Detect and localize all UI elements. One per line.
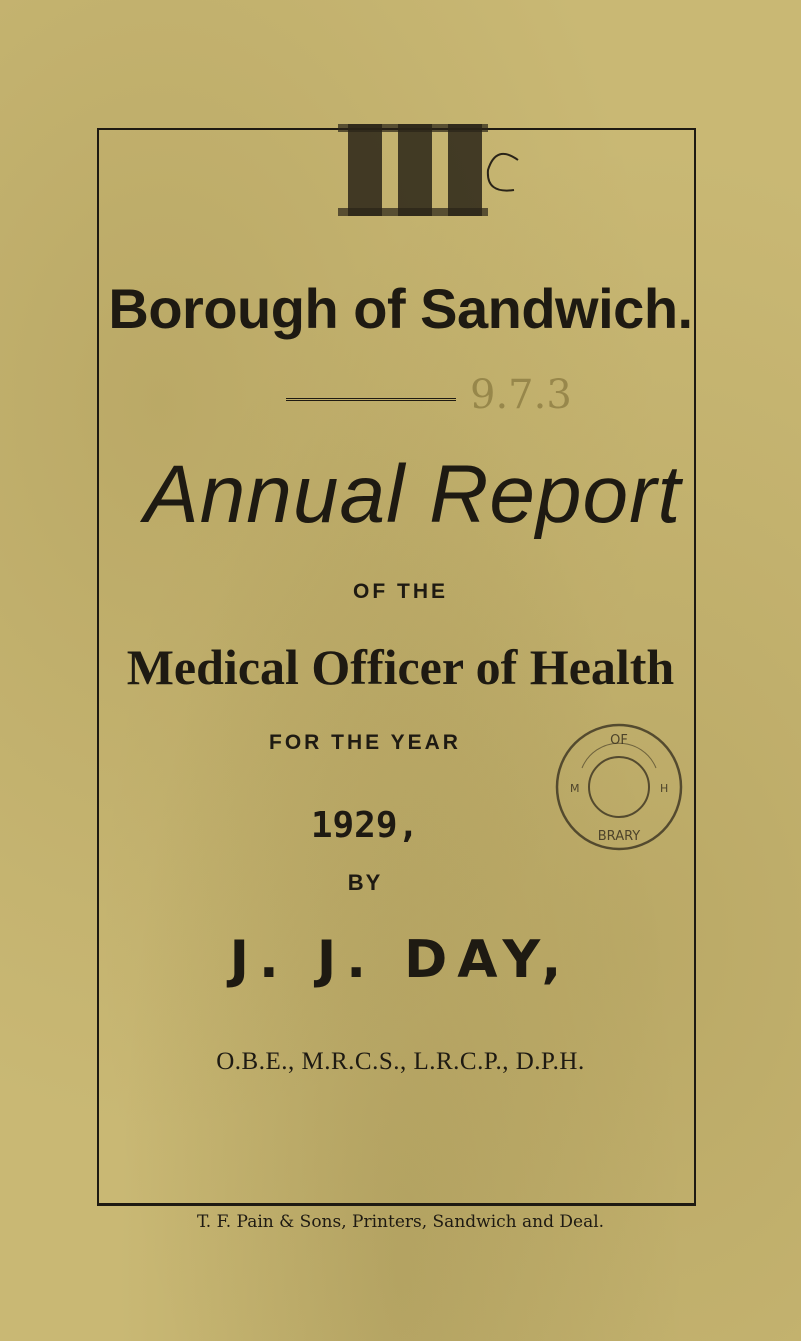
for-the-year-label: FOR THE YEAR	[269, 731, 461, 754]
svg-text:BRARY: BRARY	[597, 829, 641, 844]
annual-report-title: Annual Report	[144, 449, 682, 540]
svg-text:OF: OF	[610, 733, 628, 748]
author-name: J. J. DAY,	[229, 930, 572, 990]
printer-imprint: T. F. Pain & Sons, Printers, Sandwich and Deal.	[196, 1212, 605, 1232]
report-year: 1929,	[310, 805, 420, 846]
svg-text:M: M	[570, 782, 580, 795]
title-divider	[286, 398, 456, 401]
library-seal-stamp	[552, 720, 686, 854]
library-shelfmark	[336, 104, 526, 224]
borough-title: Borough of Sandwich.	[108, 277, 693, 340]
of-the-label: OF THE	[353, 580, 448, 603]
svg-text:H: H	[660, 782, 669, 795]
author-qualifications: O.B.E., M.R.C.S., L.R.C.P., D.P.H.	[216, 1048, 585, 1075]
by-label: BY	[347, 870, 383, 895]
accession-stamp: 9.7.3	[470, 372, 572, 418]
office-title: Medical Officer of Health	[126, 639, 675, 695]
